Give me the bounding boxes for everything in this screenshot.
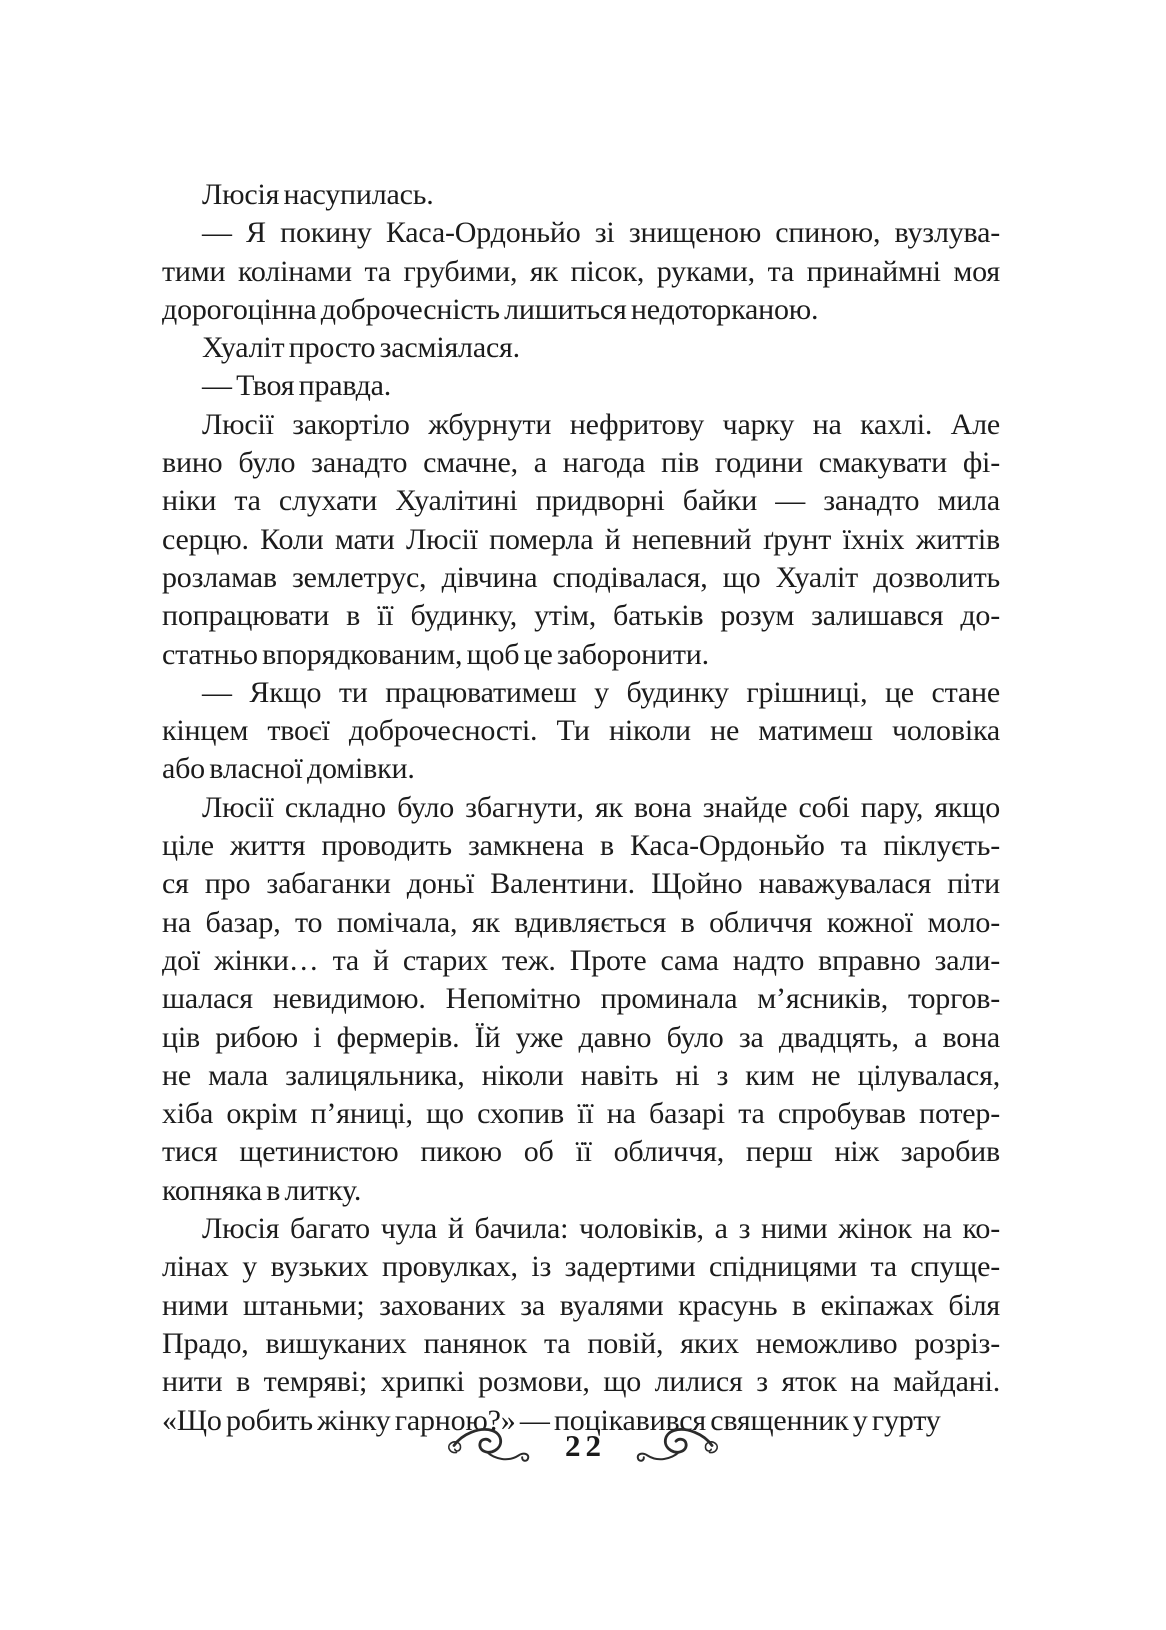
paragraph bbox=[162, 329, 1000, 367]
text-line: дої жінки… та й старих теж. Проте сама надто вправно зали- bbox=[162, 943, 1000, 977]
text-line: ся про забаганки доньї Валентини. Щойно наважувалася піти bbox=[162, 867, 1000, 901]
text-line: — Якщо ти працюватимеш у будинку грішниці, це стане bbox=[202, 675, 1000, 709]
paragraph bbox=[162, 674, 1000, 789]
text-line: кінцем твоєї доброчесності. Ти ніколи не матимеш чоловіка bbox=[162, 714, 1000, 748]
text-line: Прадо, вишуканих панянок та повій, яких неможливо розріз- bbox=[162, 1326, 1000, 1360]
text-line: дорогоцінна доброчесність лишиться недоторканою. bbox=[162, 292, 819, 326]
flourish-right-icon bbox=[632, 1424, 724, 1468]
text-line: лінах у вузьких провулках, із задертими спідницями та спуще- bbox=[162, 1250, 1000, 1284]
text-line: шалася невидимою. Непомітно проминала м’ясників, торгов- bbox=[162, 982, 1000, 1016]
text-line: на базар, то помічала, як вдивляється в обличчя кожної моло- bbox=[162, 905, 1000, 939]
text-line: статньо впорядкованим, щоб це заборонити. bbox=[162, 637, 709, 671]
text-line: ціле життя проводить замкнена в Каса-Ордоньйо та піклуєть- bbox=[162, 829, 1000, 863]
paragraph bbox=[162, 1210, 1000, 1440]
text-line: Люсії закортіло жбурнути нефритову чарку на кахлі. Але bbox=[202, 407, 1000, 441]
page-footer bbox=[0, 1424, 1166, 1468]
text-line: попрацювати в її будинку, утім, батьків розум залишався до- bbox=[162, 599, 1000, 633]
text-line: Люсія насупилась. bbox=[202, 178, 434, 211]
text-line: нити в темряві; хрипкі розмови, що лилися з яток на майдані. bbox=[162, 1365, 1000, 1399]
text-line: Хуаліт просто засміялася. bbox=[202, 331, 520, 365]
text-block bbox=[162, 176, 1000, 1440]
text-line: — Я покину Каса-Ордоньйо зі знищеною спиною, вузлува- bbox=[202, 216, 1000, 250]
text-line: тими колінами та грубими, як пісок, руками, та принаймні моя bbox=[162, 254, 1000, 288]
paragraph bbox=[162, 214, 1000, 329]
text-line: не мала залицяльника, ніколи навіть ні з ким не цілувалася, bbox=[162, 1058, 1000, 1092]
text-line: серцю. Коли мати Люсії померла й непевний ґрунт їхніх життів bbox=[162, 522, 1000, 556]
text-line: тися щетинистою пикою об її обличчя, перш ніж заробив bbox=[162, 1135, 1000, 1169]
text-line: хіба окрім п’яниці, що схопив її на базарі та спробував потер- bbox=[162, 1097, 1000, 1131]
text-line: копняка в литку. bbox=[162, 1173, 362, 1207]
text-line: Люсія багато чула й бачила: чоловіків, а з ними жінок на ко- bbox=[202, 1212, 1000, 1246]
paragraph bbox=[162, 789, 1000, 1210]
text-line: «Що робить жінку гарною?» — поцікавився священник у гурту bbox=[162, 1403, 941, 1437]
text-line: вино було занадто смачне, а нагода пів години смакувати фі- bbox=[162, 446, 1000, 480]
text-line: ніки та слухати Хуалітині придворні байки — занадто мила bbox=[162, 484, 1000, 518]
text-line: — Твоя правда. bbox=[202, 369, 392, 403]
text-line: ців рибою і фермерів. Їй уже давно було за двадцять, а вона bbox=[162, 1020, 1000, 1054]
text-line: Люсії складно було збагнути, як вона знайде собі пару, якщо bbox=[202, 790, 1000, 824]
text-line: або власної домівки. bbox=[162, 752, 415, 786]
text-line: розламав землетрус, дівчина сподівалася, що Хуаліт дозволить bbox=[162, 560, 1000, 594]
page-number: 22 bbox=[565, 1428, 606, 1463]
paragraph bbox=[162, 367, 1000, 405]
flourish-left-icon bbox=[442, 1424, 534, 1468]
paragraph bbox=[162, 406, 1000, 674]
text-line: ними штаньми; захованих за вуалями красунь в екіпажах біля bbox=[162, 1288, 1000, 1322]
paragraph bbox=[162, 176, 1000, 214]
